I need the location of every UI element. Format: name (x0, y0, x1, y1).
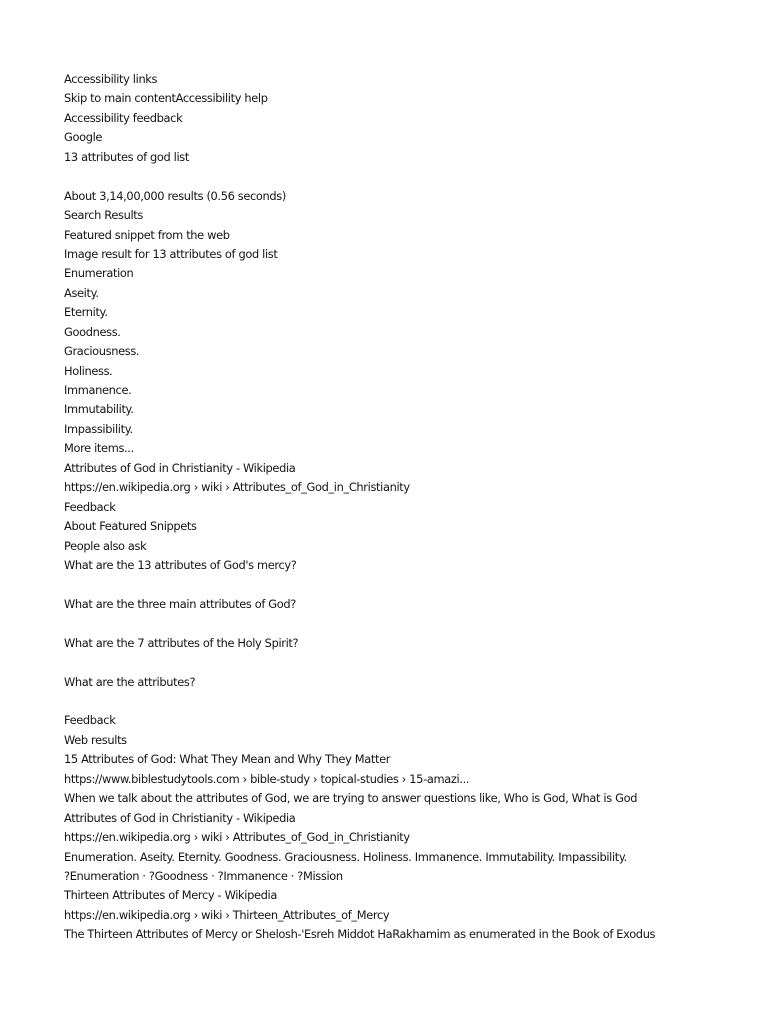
spacer (64, 653, 658, 672)
search-results-page (64, 70, 658, 945)
snippet-list-item: Impassibility. (64, 421, 133, 436)
result-url[interactable]: https://en.wikipedia.org › wiki › Attributes_of_God_in_Christianity (64, 830, 410, 845)
spacer (64, 614, 658, 633)
result-title-link[interactable]: Attributes of God in Christianity - Wikipedia (64, 810, 296, 825)
spacer (64, 167, 658, 186)
about-featured-snippets-link[interactable]: About Featured Snippets (64, 519, 197, 534)
snippet-image-link[interactable]: Image result for 13 attributes of god list (64, 246, 278, 261)
skip-to-main-content-link[interactable]: Skip to main content (64, 91, 176, 106)
snippet-list-item: Goodness. (64, 324, 121, 339)
accessibility-links-heading: Accessibility links (64, 72, 158, 86)
snippet-feedback-link[interactable]: Feedback (64, 499, 116, 514)
snippet-list-item: Aseity. (64, 285, 99, 300)
paa-feedback-link[interactable]: Feedback (64, 713, 116, 728)
result-description: The Thirteen Attributes of Mercy or Shelosh-'Esreh Middot HaRakhamim as enumerated in the Book of Exodus (64, 927, 656, 942)
people-also-ask-heading: People also ask (64, 538, 147, 553)
paa-question[interactable]: What are the three main attributes of God? (64, 596, 296, 611)
featured-snippet-label: Featured snippet from the web (64, 227, 230, 242)
spacer (64, 692, 658, 711)
paa-question[interactable]: What are the 13 attributes of God's mercy? (64, 557, 297, 572)
paa-question[interactable]: What are the attributes? (64, 674, 196, 689)
result-sitelinks[interactable]: ?Enumeration · ?Goodness · ?Immanence · ?Mission (64, 868, 343, 883)
result-description: Enumeration. Aseity. Eternity. Goodness. Graciousness. Holiness. Immanence. Immutability. Impassibility. (64, 849, 627, 864)
google-logo[interactable]: Google (64, 130, 103, 145)
snippet-source-title-link[interactable]: Attributes of God in Christianity - Wikipedia (64, 460, 296, 475)
result-description: When we talk about the attributes of God, we are trying to answer questions like, Who is God, What is God (64, 791, 638, 806)
result-title-link[interactable]: 15 Attributes of God: What They Mean and Why They Matter (64, 752, 391, 767)
snippet-list-item: Immutability. (64, 402, 134, 417)
spacer (64, 575, 658, 594)
snippet-list-item: Immanence. (64, 383, 132, 397)
result-url[interactable]: https://www.biblestudytools.com › bible-study › topical-studies › 15-amazi... (64, 771, 470, 786)
snippet-list-item: Graciousness. (64, 344, 140, 359)
result-url[interactable]: https://en.wikipedia.org › wiki › Thirteen_Attributes_of_Mercy (64, 907, 390, 922)
result-stats: About 3,14,00,000 results (0.56 seconds) (64, 188, 286, 203)
result-title-link[interactable]: Thirteen Attributes of Mercy - Wikipedia (64, 888, 277, 903)
search-results-heading: Search Results (64, 208, 143, 223)
accessibility-row (64, 89, 658, 108)
snippet-list-item: Holiness. (64, 363, 113, 378)
more-items-link[interactable]: More items... (64, 441, 134, 456)
accessibility-help-link[interactable]: Accessibility help (175, 91, 268, 106)
search-query[interactable]: 13 attributes of god list (64, 149, 189, 164)
accessibility-feedback-link[interactable]: Accessibility feedback (64, 110, 183, 125)
web-results-heading: Web results (64, 732, 127, 747)
paa-question[interactable]: What are the 7 attributes of the Holy Spirit? (64, 635, 299, 650)
snippet-title: Enumeration (64, 266, 134, 281)
snippet-source-url[interactable]: https://en.wikipedia.org › wiki › Attributes_of_God_in_Christianity (64, 480, 410, 495)
snippet-list-item: Eternity. (64, 305, 108, 320)
